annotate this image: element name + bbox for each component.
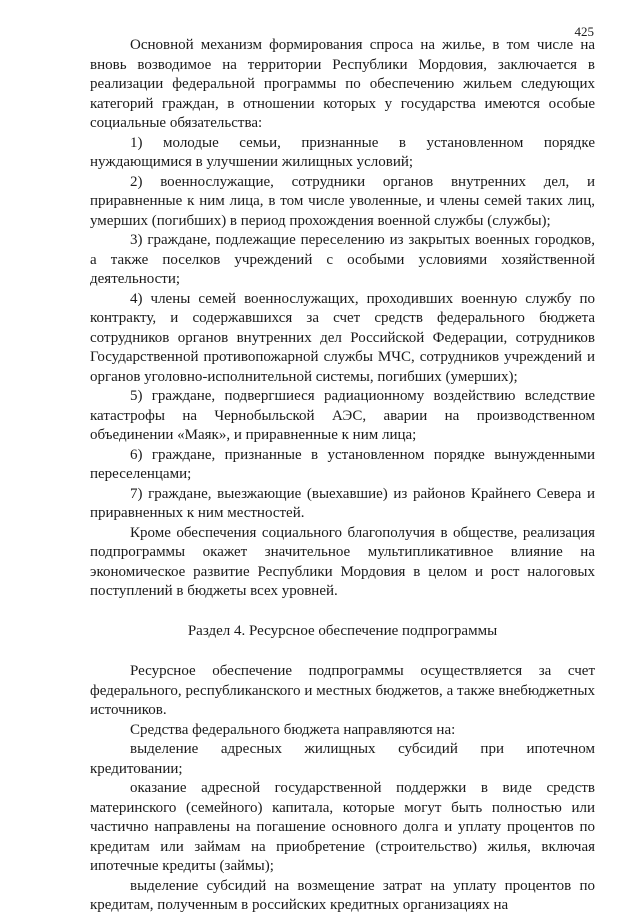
list-item-2: 2) военнослужащие, сотрудники органов внутренних дел, и приравненные к ним лица, в том числе уволенные, и члены семей таких лиц, умерших (погибших) в период прохождения военной службы (службы); bbox=[90, 173, 595, 229]
list-item-7: 7) граждане, выезжающие (выехавшие) из районов Крайнего Севера и приравненных к ним местностей. bbox=[90, 485, 595, 521]
list-item-3: 3) граждане, подлежащие переселению из закрытых военных городков, а также поселков учреждений с особыми условиями хозяйственной деятельности; bbox=[90, 232, 595, 287]
list-item-6: 6) граждане, признанные в установленном порядке вынужденными переселенцами; bbox=[90, 446, 595, 482]
funding-paragraph: Ресурсное обеспечение подпрограммы осуществляется за счет федерального, республиканского и местных бюджетов, а также внебюджетных источников. bbox=[90, 663, 595, 718]
summary-paragraph: Кроме обеспечения социального благополучия в обществе, реализация подпрограммы окажет значительное мультипликативное влияние на экономическое развитие Республики Мордовия в целом и рост налоговых поступлений в бюджеты всех уровней. bbox=[90, 524, 595, 599]
body-text bbox=[90, 36, 595, 916]
funding-item-1: выделение адресных жилищных субсидий при ипотечном кредитовании; bbox=[90, 741, 595, 777]
funding-item-3: выделение субсидий на возмещение затрат на уплату процентов по кредитам, полученным в российских кредитных организациях на bbox=[90, 877, 595, 913]
federal-funds-paragraph: Средства федерального бюджета направляются на: bbox=[130, 721, 456, 738]
list-item-5: 5) граждане, подвергшиеся радиационному воздействию вследствие катастрофы на Чернобыльской АЭС, аварии на производственном объединении «Маяк», и приравненные к ним лица; bbox=[90, 388, 595, 443]
section-heading: Раздел 4. Ресурсное обеспечение подпрограммы bbox=[187, 622, 498, 639]
list-item-1: 1) молодые семьи, признанные в установленном порядке нуждающимися в улучшении жилищных условий; bbox=[90, 134, 595, 170]
page-number: 425 bbox=[574, 24, 594, 39]
list-item-4: 4) члены семей военнослужащих, проходивших военную службу по контракту, и содержавшихся за счет средств федерального бюджета сотрудников органов внутренних дел Российской Федерации, сотрудников Государственной противопожарной службы МЧС, сотрудников учреждений и органов уголовно-исполнительной системы, погибших (умерших); bbox=[90, 290, 595, 385]
funding-item-2: оказание адресной государственной поддержки в виде средств материнского (семейного) капитала, которые могут быть полностью или частично направлены на погашение основного долга и уплату процентов по кредитам или займам на приобретение (строительство) жилья, включая ипотечные кредиты (займы); bbox=[90, 780, 595, 874]
intro-paragraph: Основной механизм формирования спроса на жилье, в том числе на вновь возводимое на территории Республики Мордовия, заключается в реализации федеральной программы по обеспечению жильем следующих категорий граждан, в отношении которых у государства имеются особые социальные обязательства: bbox=[90, 37, 595, 131]
